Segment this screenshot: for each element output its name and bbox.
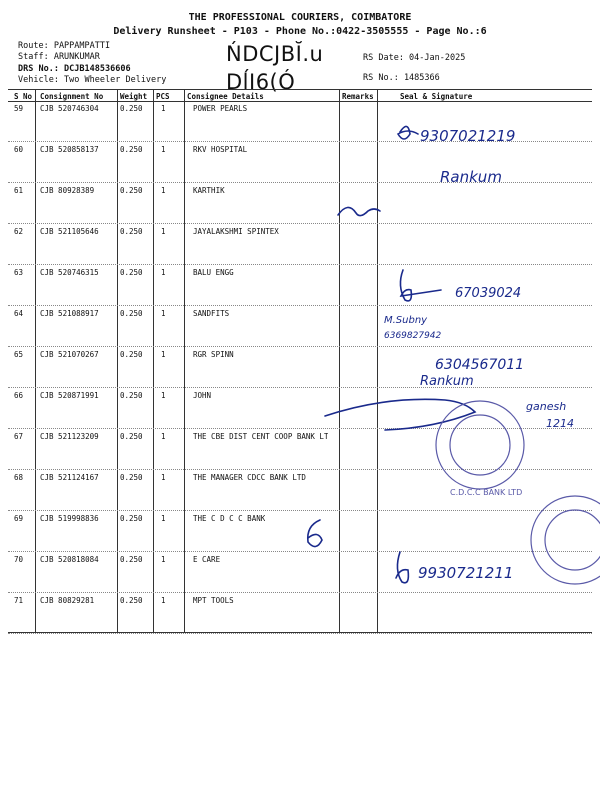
row-weight: 0.250 <box>120 268 143 277</box>
company-title: THE PROFESSIONAL COURIERS, COIMBATORE <box>188 12 412 23</box>
row-sno: 70 <box>14 555 24 564</box>
staff-label: Staff: ARUNKUMAR <box>18 52 100 62</box>
hw-r66b: 1214 <box>546 417 574 430</box>
table-header-border <box>8 101 592 102</box>
row-sno: 63 <box>14 268 24 277</box>
row-divider <box>8 264 592 265</box>
row-consignment-no: CJB 520858137 <box>40 145 99 154</box>
bank-stamp-2-inner <box>545 510 600 570</box>
drs-label: DRS No.: DCJB148536606 <box>18 64 131 74</box>
row-consignment-no: CJB 520746315 <box>40 268 99 277</box>
col-header-sno: S No <box>14 92 33 101</box>
row-pcs: 1 <box>161 514 166 523</box>
row-weight: 0.250 <box>120 145 143 154</box>
row-consignee: THE C D C C BANK <box>193 514 266 523</box>
row-pcs: 1 <box>161 145 166 154</box>
rs-no: RS No.: 1485366 <box>363 73 440 83</box>
row-consignment-no: CJB 80829281 <box>40 596 95 605</box>
row-divider <box>8 428 592 429</box>
barcode-text-1: ŃDCJBĬ.u <box>226 42 324 66</box>
col-header-consignee: Consignee Details <box>187 92 264 101</box>
row-divider <box>8 510 592 511</box>
row-consignee: THE MANAGER CDCC BANK LTD <box>193 473 306 482</box>
hw-r70: 9930721211 <box>418 564 514 582</box>
row-sno: 66 <box>14 391 24 400</box>
signature-stroke-63 <box>400 270 441 301</box>
row-sno: 61 <box>14 186 24 195</box>
row-consignee: JAYALAKSHMI SPINTEX <box>193 227 279 236</box>
row-consignee: E CARE <box>193 555 221 564</box>
row-pcs: 1 <box>161 227 166 236</box>
row-consignee: POWER PEARLS <box>193 104 248 113</box>
row-consignment-no: CJB 521124167 <box>40 473 99 482</box>
row-pcs: 1 <box>161 473 166 482</box>
row-weight: 0.250 <box>120 514 143 523</box>
row-sno: 64 <box>14 309 24 318</box>
hw-r59: 9307021219 <box>420 127 516 145</box>
row-consignment-no: CJB 521105646 <box>40 227 99 236</box>
row-consignment-no: CJB 520871991 <box>40 391 99 400</box>
row-pcs: 1 <box>161 555 166 564</box>
row-divider <box>8 633 592 634</box>
row-weight: 0.250 <box>120 596 143 605</box>
row-divider <box>8 346 592 347</box>
bank-stamp-1 <box>436 401 524 489</box>
row-weight: 0.250 <box>120 473 143 482</box>
row-divider <box>8 592 592 593</box>
row-sno: 59 <box>14 104 24 113</box>
runsheet-subtitle: Delivery Runsheet - P103 - Phone No.:0422-3505555 - Page No.:6 <box>113 26 487 37</box>
barcode-text-2: DĺI6(Ó <box>226 70 296 94</box>
hw-r65b: Rankum <box>420 374 474 389</box>
signature-stroke-69 <box>308 520 322 547</box>
row-weight: 0.250 <box>120 104 143 113</box>
table-top-border <box>8 89 592 90</box>
row-consignment-no: CJB 521070267 <box>40 350 99 359</box>
row-weight: 0.250 <box>120 186 143 195</box>
hw-r64b: 6369827942 <box>384 331 442 341</box>
row-sno: 69 <box>14 514 24 523</box>
col-header-weight: Weight <box>120 92 148 101</box>
hw-r65a: 6304567011 <box>435 357 525 373</box>
row-pcs: 1 <box>161 432 166 441</box>
row-divider <box>8 387 592 388</box>
row-weight: 0.250 <box>120 227 143 236</box>
col-header-consignment: Consignment No <box>40 92 104 101</box>
row-consignee: THE CBE DIST CENT COOP BANK LT <box>193 432 329 441</box>
row-sno: 71 <box>14 596 24 605</box>
row-consignee: SANDFITS <box>193 309 230 318</box>
row-weight: 0.250 <box>120 432 143 441</box>
row-consignment-no: CJB 80928389 <box>40 186 95 195</box>
signature-stroke-61 <box>338 207 380 215</box>
row-consignee: MPT TOOLS <box>193 596 234 605</box>
route-label: Route: PAPPAMPATTI <box>18 41 111 51</box>
hw-r66: ganesh <box>526 400 567 413</box>
row-weight: 0.250 <box>120 350 143 359</box>
row-consignment-no: CJB 520746304 <box>40 104 99 113</box>
col-header-pcs: PCS <box>156 92 170 101</box>
row-divider <box>8 469 592 470</box>
row-divider <box>8 551 592 552</box>
col-header-remarks: Remarks <box>342 92 374 101</box>
row-pcs: 1 <box>161 391 166 400</box>
hw-r64a: M.Subny <box>384 315 428 326</box>
row-weight: 0.250 <box>120 391 143 400</box>
row-sno: 65 <box>14 350 24 359</box>
row-divider <box>8 182 592 183</box>
row-pcs: 1 <box>161 350 166 359</box>
signature-stroke-70 <box>396 552 408 583</box>
row-pcs: 1 <box>161 596 166 605</box>
rs-date: RS Date: 04-Jan-2025 <box>363 53 466 63</box>
row-pcs: 1 <box>161 186 166 195</box>
row-consignee: RKV HOSPITAL <box>193 145 248 154</box>
row-divider <box>8 223 592 224</box>
bank-stamp-1-inner <box>450 415 510 475</box>
row-weight: 0.250 <box>120 309 143 318</box>
table-bottom-border <box>8 632 592 633</box>
vehicle-label: Vehicle: Two Wheeler Delivery <box>18 75 167 85</box>
col-header-seal-signature: Seal & Signature <box>400 92 473 101</box>
row-consignee: KARTHIK <box>193 186 225 195</box>
row-consignment-no: CJB 521088917 <box>40 309 99 318</box>
row-divider <box>8 141 592 142</box>
row-consignee: BALU ENGG <box>193 268 234 277</box>
hw-r60: Rankum <box>440 168 502 186</box>
row-sno: 67 <box>14 432 24 441</box>
hw-r63: 67039024 <box>455 286 522 301</box>
row-consignee: RGR SPINN <box>193 350 234 359</box>
row-pcs: 1 <box>161 309 166 318</box>
signature-stroke-66 <box>325 399 475 430</box>
row-divider <box>8 305 592 306</box>
row-sno: 60 <box>14 145 24 154</box>
row-pcs: 1 <box>161 268 166 277</box>
row-weight: 0.250 <box>120 555 143 564</box>
row-sno: 62 <box>14 227 24 236</box>
row-sno: 68 <box>14 473 24 482</box>
stamp-text: C.D.C.C BANK LTD <box>450 488 523 497</box>
row-consignment-no: CJB 519998836 <box>40 514 99 523</box>
row-pcs: 1 <box>161 104 166 113</box>
row-consignment-no: CJB 521123209 <box>40 432 99 441</box>
row-consignment-no: CJB 520818084 <box>40 555 99 564</box>
signature-stroke-59 <box>398 126 418 139</box>
row-consignee: JOHN <box>193 391 212 400</box>
